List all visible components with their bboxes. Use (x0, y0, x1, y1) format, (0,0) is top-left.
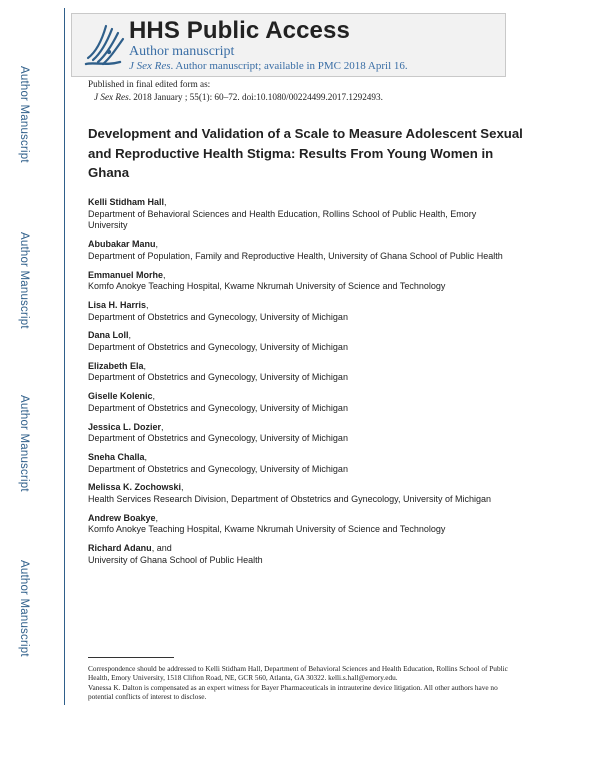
author-name-line (88, 482, 518, 494)
author-entry (88, 270, 518, 293)
author-name-line (88, 361, 518, 373)
author-name: Emmanuel Morhe (88, 269, 164, 280)
author-name-line (88, 300, 518, 312)
journal-abbrev: J Sex Res (129, 60, 171, 72)
author-affiliation: Department of Obstetrics and Gynecology, University of Michigan (88, 372, 348, 383)
published-label: Published in final edited form as: (88, 79, 211, 89)
citation-journal: J Sex Res (94, 92, 129, 102)
author-affiliation: Komfo Anokye Teaching Hospital, Kwame Nkrumah University of Science and Technology (88, 524, 446, 535)
side-label-author-manuscript: Author Manuscript (18, 395, 30, 492)
author-separator: , (164, 197, 167, 207)
author-entry (88, 330, 518, 353)
author-name: Dana Loll (88, 330, 129, 341)
author-separator: , (144, 451, 148, 462)
author-name-line (88, 270, 518, 282)
author-affiliation: Department of Obstetrics and Gynecology, University of Michigan (88, 311, 348, 322)
citation-text: . 2018 January ; 55(1): 60–72. doi:10.1080/00224499.2017.1292493. (128, 92, 383, 102)
margin-rule (64, 8, 65, 705)
correspondence-footnote: Correspondence should be addressed to Kelli Stidham Hall, Department of Behavioral Sciences and Health Education, Rollins School of Public Health, Emory University, 1518 Clifton Road, NE, GCR 560, Atlanta, GA 30322. kelli.s.hall@emory.edu. (88, 664, 508, 683)
author-name-line (88, 197, 518, 209)
author-separator: , (143, 360, 147, 371)
author-affiliation: University of Ghana School of Public Health (88, 554, 263, 565)
side-label-author-manuscript: Author Manuscript (18, 560, 30, 657)
author-name-line (88, 391, 518, 403)
side-label-author-manuscript: Author Manuscript (18, 66, 30, 163)
conflict-footnote: Vanessa K. Dalton is compensated as an expert witness for Bayer Pharmaceuticals in intrauterine device litigation. All other authors have no potential conflicts of interest to disclose. (88, 682, 498, 702)
author-entry (88, 482, 518, 505)
author-list (88, 197, 518, 574)
author-entry (88, 513, 518, 536)
author-separator: , (128, 330, 132, 341)
author-name-line (88, 330, 518, 342)
author-entry (88, 391, 518, 414)
hhs-header-banner (71, 13, 506, 77)
author-entry (88, 452, 518, 475)
author-affiliation: Department of Obstetrics and Gynecology, University of Michigan (88, 433, 348, 444)
author-name: Andrew Boakye (88, 512, 156, 523)
author-name-line (88, 543, 518, 555)
author-name: Sneha Challa (88, 451, 145, 462)
author-name: Kelli Stidham Hall (88, 197, 165, 207)
author-entry (88, 361, 518, 384)
author-affiliation: Komfo Anokye Teaching Hospital, Kwame Nkrumah University of Science and Technology (88, 281, 446, 292)
author-affiliation: Department of Obstetrics and Gynecology, University of Michigan (88, 463, 348, 474)
article-title: Development and Validation of a Scale to Measure Adolescent Sexual and Reproductive Health Stigma: Results From Young Women in Ghana (88, 126, 523, 180)
author-affiliation: Department of Population, Family and Reproductive Health, University of Ghana School of Public Health (88, 250, 503, 261)
author-separator: , (161, 421, 164, 432)
author-name: Elizabeth Ela (88, 360, 144, 371)
footnote-divider (88, 657, 174, 658)
author-separator: , (146, 299, 149, 310)
author-entry (88, 239, 518, 262)
availability-text: . Author manuscript; available in PMC 2018 April 16. (170, 60, 408, 72)
author-separator: , (163, 269, 166, 280)
citation-line (88, 91, 383, 104)
author-name-line (88, 513, 518, 525)
hhs-eagle-logo-icon (80, 18, 130, 70)
author-name: Richard Adanu (88, 543, 152, 554)
author-separator: , (181, 482, 184, 493)
author-name: Abubakar Manu (88, 239, 156, 250)
author-affiliation: Department of Behavioral Sciences and Health Education, Rollins School of Public Health, Emory University (88, 208, 477, 231)
author-name: Giselle Kolenic (88, 391, 153, 402)
availability-line (129, 60, 408, 72)
author-name-line (88, 422, 518, 434)
author-name-line (88, 239, 518, 251)
author-affiliation: Health Services Research Division, Department of Obstetrics and Gynecology, University of Michigan (88, 494, 492, 505)
author-separator: , (155, 512, 159, 523)
author-name: Melissa K. Zochowski (88, 482, 182, 493)
footnotes (88, 664, 518, 702)
author-name: Lisa H. Harris (88, 299, 147, 310)
author-affiliation: Department of Obstetrics and Gynecology, University of Michigan (88, 342, 348, 353)
publication-info (88, 78, 383, 104)
author-name-line (88, 452, 518, 464)
side-label-author-manuscript: Author Manuscript (18, 232, 30, 329)
author-separator: , and (151, 543, 172, 554)
hhs-public-access-title: HHS Public Access (129, 17, 350, 44)
author-entry (88, 422, 518, 445)
author-name: Jessica L. Dozier (88, 421, 162, 432)
author-separator: , (152, 391, 156, 402)
author-entry (88, 197, 518, 232)
author-affiliation: Department of Obstetrics and Gynecology, University of Michigan (88, 402, 348, 413)
author-separator: , (155, 239, 159, 250)
author-manuscript-subtitle: Author manuscript (129, 44, 235, 59)
author-entry (88, 543, 518, 566)
author-entry (88, 300, 518, 323)
